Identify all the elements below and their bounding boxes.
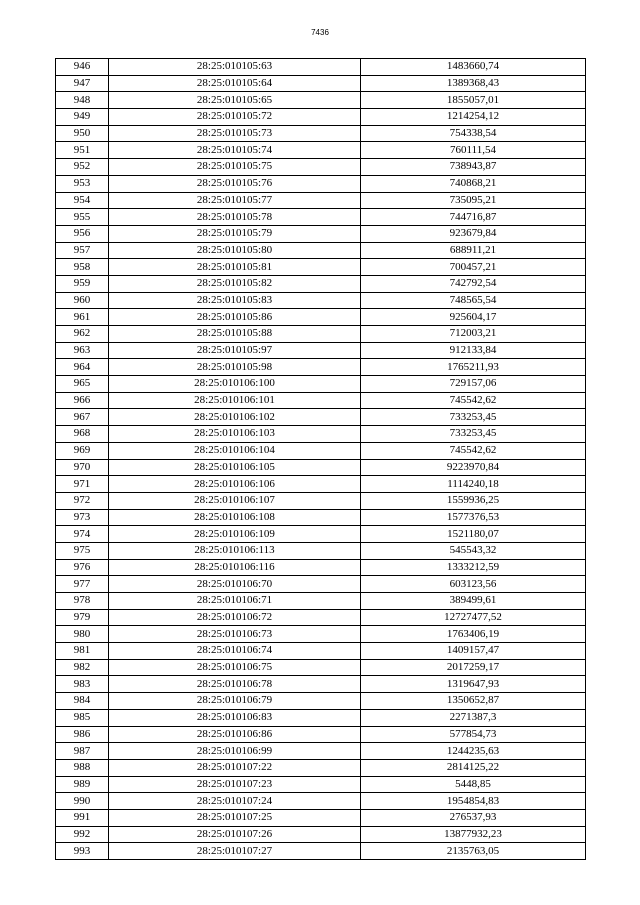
- cadastral-value-cell: 1114240,18: [361, 476, 586, 493]
- table-body: [56, 59, 586, 860]
- table-row: [56, 292, 586, 309]
- cadastral-value-cell: 1483660,74: [361, 59, 586, 76]
- cadastral-number-cell: 28:25:010106:109: [109, 526, 361, 543]
- table-row: [56, 259, 586, 276]
- row-number-cell: 987: [56, 743, 109, 760]
- cadastral-value-cell: 1244235,63: [361, 743, 586, 760]
- cadastral-number-cell: 28:25:010106:102: [109, 409, 361, 426]
- cadastral-number-cell: 28:25:010105:65: [109, 92, 361, 109]
- cadastral-value-cell: 740868,21: [361, 175, 586, 192]
- cadastral-number-cell: 28:25:010106:104: [109, 442, 361, 459]
- table-row: [56, 593, 586, 610]
- row-number-cell: 983: [56, 676, 109, 693]
- cadastral-number-cell: 28:25:010106:74: [109, 643, 361, 660]
- cadastral-number-cell: 28:25:010105:86: [109, 309, 361, 326]
- cadastral-value-cell: 1855057,01: [361, 92, 586, 109]
- row-number-cell: 954: [56, 192, 109, 209]
- cadastral-number-cell: 28:25:010105:73: [109, 125, 361, 142]
- cadastral-value-cell: 545543,32: [361, 542, 586, 559]
- table-row: [56, 242, 586, 259]
- table-row: [56, 175, 586, 192]
- cadastral-value-cell: 1333212,59: [361, 559, 586, 576]
- row-number-cell: 953: [56, 175, 109, 192]
- cadastral-number-cell: 28:25:010105:97: [109, 342, 361, 359]
- cadastral-value-cell: 13877932,23: [361, 826, 586, 843]
- cadastral-value-cell: 1350652,87: [361, 693, 586, 710]
- cadastral-value-cell: 2017259,17: [361, 659, 586, 676]
- table-row: [56, 626, 586, 643]
- table-row: [56, 609, 586, 626]
- cadastral-number-cell: 28:25:010105:81: [109, 259, 361, 276]
- table-row: [56, 376, 586, 393]
- cadastral-number-cell: 28:25:010107:25: [109, 809, 361, 826]
- cadastral-value-cell: 742792,54: [361, 275, 586, 292]
- cadastral-number-cell: 28:25:010106:108: [109, 509, 361, 526]
- cadastral-value-cell: 1765211,93: [361, 359, 586, 376]
- table-row: [56, 192, 586, 209]
- row-number-cell: 981: [56, 643, 109, 660]
- cadastral-value-cell: 738943,87: [361, 159, 586, 176]
- table-row: [56, 743, 586, 760]
- cadastral-value-cell: 735095,21: [361, 192, 586, 209]
- cadastral-number-cell: 28:25:010106:72: [109, 609, 361, 626]
- table-row: [56, 275, 586, 292]
- row-number-cell: 970: [56, 459, 109, 476]
- cadastral-number-cell: 28:25:010105:74: [109, 142, 361, 159]
- cadastral-number-cell: 28:25:010105:72: [109, 109, 361, 126]
- table-row: [56, 442, 586, 459]
- cadastral-value-cell: 2135763,05: [361, 843, 586, 860]
- row-number-cell: 950: [56, 125, 109, 142]
- cadastral-number-cell: 28:25:010105:76: [109, 175, 361, 192]
- cadastral-number-cell: 28:25:010105:82: [109, 275, 361, 292]
- cadastral-number-cell: 28:25:010106:100: [109, 376, 361, 393]
- row-number-cell: 960: [56, 292, 109, 309]
- cadastral-number-cell: 28:25:010106:101: [109, 392, 361, 409]
- table-row: [56, 843, 586, 860]
- table-row: [56, 709, 586, 726]
- table-row: [56, 776, 586, 793]
- row-number-cell: 989: [56, 776, 109, 793]
- table-row: [56, 359, 586, 376]
- cadastral-value-cell: 1577376,53: [361, 509, 586, 526]
- row-number-cell: 955: [56, 209, 109, 226]
- row-number-cell: 959: [56, 275, 109, 292]
- table-row: [56, 142, 586, 159]
- cadastral-number-cell: 28:25:010106:75: [109, 659, 361, 676]
- row-number-cell: 951: [56, 142, 109, 159]
- cadastral-value-cell: 748565,54: [361, 292, 586, 309]
- row-number-cell: 975: [56, 542, 109, 559]
- cadastral-value-cell: 760111,54: [361, 142, 586, 159]
- cadastral-number-cell: 28:25:010105:83: [109, 292, 361, 309]
- cadastral-number-cell: 28:25:010105:64: [109, 75, 361, 92]
- cadastral-value-cell: 733253,45: [361, 409, 586, 426]
- table-row: [56, 75, 586, 92]
- cadastral-value-cell: 712003,21: [361, 326, 586, 343]
- cadastral-value-cell: 1214254,12: [361, 109, 586, 126]
- cadastral-number-cell: 28:25:010106:113: [109, 542, 361, 559]
- row-number-cell: 963: [56, 342, 109, 359]
- cadastral-number-cell: 28:25:010106:70: [109, 576, 361, 593]
- table-row: [56, 59, 586, 76]
- cadastral-number-cell: 28:25:010105:88: [109, 326, 361, 343]
- cadastral-number-cell: 28:25:010105:77: [109, 192, 361, 209]
- cadastral-number-cell: 28:25:010107:22: [109, 759, 361, 776]
- table-row: [56, 826, 586, 843]
- cadastral-value-cell: 1763406,19: [361, 626, 586, 643]
- cadastral-number-cell: 28:25:010106:86: [109, 726, 361, 743]
- cadastral-number-cell: 28:25:010107:23: [109, 776, 361, 793]
- table-row: [56, 426, 586, 443]
- row-number-cell: 961: [56, 309, 109, 326]
- row-number-cell: 956: [56, 225, 109, 242]
- cadastral-value-cell: 2814125,22: [361, 759, 586, 776]
- table-row: [56, 125, 586, 142]
- cadastral-value-cell: 1319647,93: [361, 676, 586, 693]
- cadastral-number-cell: 28:25:010106:79: [109, 693, 361, 710]
- cadastral-number-cell: 28:25:010105:78: [109, 209, 361, 226]
- cadastral-number-cell: 28:25:010105:80: [109, 242, 361, 259]
- table-row: [56, 209, 586, 226]
- row-number-cell: 980: [56, 626, 109, 643]
- row-number-cell: 973: [56, 509, 109, 526]
- cadastral-value-cell: 1559936,25: [361, 492, 586, 509]
- cadastral-value-cell: 276537,93: [361, 809, 586, 826]
- cadastral-value-cell: 923679,84: [361, 225, 586, 242]
- table-row: [56, 392, 586, 409]
- cadastral-number-cell: 28:25:010106:83: [109, 709, 361, 726]
- cadastral-value-cell: 733253,45: [361, 426, 586, 443]
- row-number-cell: 974: [56, 526, 109, 543]
- row-number-cell: 992: [56, 826, 109, 843]
- cadastral-value-cell: 744716,87: [361, 209, 586, 226]
- cadastral-value-cell: 912133,84: [361, 342, 586, 359]
- cadastral-value-cell: 577854,73: [361, 726, 586, 743]
- table-row: [56, 476, 586, 493]
- cadastral-value-cell: 700457,21: [361, 259, 586, 276]
- table-row: [56, 559, 586, 576]
- row-number-cell: 946: [56, 59, 109, 76]
- cadastral-number-cell: 28:25:010106:78: [109, 676, 361, 693]
- cadastral-value-cell: 1521180,07: [361, 526, 586, 543]
- cadastral-value-cell: 745542,62: [361, 442, 586, 459]
- row-number-cell: 985: [56, 709, 109, 726]
- cadastral-number-cell: 28:25:010106:105: [109, 459, 361, 476]
- cadastral-number-cell: 28:25:010106:103: [109, 426, 361, 443]
- cadastral-value-cell: 12727477,52: [361, 609, 586, 626]
- cadastral-value-cell: 745542,62: [361, 392, 586, 409]
- cadastral-number-cell: 28:25:010106:116: [109, 559, 361, 576]
- row-number-cell: 964: [56, 359, 109, 376]
- table-row: [56, 459, 586, 476]
- cadastral-value-cell: 925604,17: [361, 309, 586, 326]
- table-row: [56, 809, 586, 826]
- row-number-cell: 984: [56, 693, 109, 710]
- cadastral-number-cell: 28:25:010105:98: [109, 359, 361, 376]
- cadastral-number-cell: 28:25:010106:71: [109, 593, 361, 610]
- row-number-cell: 948: [56, 92, 109, 109]
- table-row: [56, 492, 586, 509]
- cadastral-value-cell: 1954854,83: [361, 793, 586, 810]
- cadastral-value-cell: 2271387,3: [361, 709, 586, 726]
- table-row: [56, 309, 586, 326]
- row-number-cell: 978: [56, 593, 109, 610]
- row-number-cell: 966: [56, 392, 109, 409]
- row-number-cell: 990: [56, 793, 109, 810]
- page-number: 7436: [311, 28, 329, 37]
- table-row: [56, 793, 586, 810]
- table-row: [56, 659, 586, 676]
- table-row: [56, 542, 586, 559]
- cadastral-value-cell: 1409157,47: [361, 643, 586, 660]
- row-number-cell: 986: [56, 726, 109, 743]
- table-row: [56, 693, 586, 710]
- cadastral-value-cell: 9223970,84: [361, 459, 586, 476]
- row-number-cell: 969: [56, 442, 109, 459]
- row-number-cell: 949: [56, 109, 109, 126]
- row-number-cell: 988: [56, 759, 109, 776]
- cadastral-number-cell: 28:25:010106:99: [109, 743, 361, 760]
- cadastral-value-cell: 729157,06: [361, 376, 586, 393]
- cadastral-number-cell: 28:25:010105:63: [109, 59, 361, 76]
- table-row: [56, 676, 586, 693]
- cadastral-number-cell: 28:25:010106:73: [109, 626, 361, 643]
- cadastral-value-cell: 1389368,43: [361, 75, 586, 92]
- row-number-cell: 971: [56, 476, 109, 493]
- cadastral-value-cell: 688911,21: [361, 242, 586, 259]
- row-number-cell: 979: [56, 609, 109, 626]
- row-number-cell: 965: [56, 376, 109, 393]
- cadastral-number-cell: 28:25:010107:26: [109, 826, 361, 843]
- table-row: [56, 109, 586, 126]
- table-row: [56, 509, 586, 526]
- table-row: [56, 726, 586, 743]
- table-row: [56, 342, 586, 359]
- cadastral-number-cell: 28:25:010105:75: [109, 159, 361, 176]
- cadastral-value-cell: 5448,85: [361, 776, 586, 793]
- cadastral-number-cell: 28:25:010106:106: [109, 476, 361, 493]
- table-row: [56, 409, 586, 426]
- table-row: [56, 159, 586, 176]
- row-number-cell: 977: [56, 576, 109, 593]
- table-row: [56, 225, 586, 242]
- cadastral-value-cell: 389499,61: [361, 593, 586, 610]
- table-row: [56, 92, 586, 109]
- table-row: [56, 576, 586, 593]
- row-number-cell: 972: [56, 492, 109, 509]
- cadastral-number-cell: 28:25:010107:27: [109, 843, 361, 860]
- cadastral-value-cell: 603123,56: [361, 576, 586, 593]
- cadastral-value-cell: 754338,54: [361, 125, 586, 142]
- row-number-cell: 967: [56, 409, 109, 426]
- cadastral-number-cell: 28:25:010105:79: [109, 225, 361, 242]
- row-number-cell: 968: [56, 426, 109, 443]
- row-number-cell: 952: [56, 159, 109, 176]
- table-row: [56, 759, 586, 776]
- cadastral-number-cell: 28:25:010107:24: [109, 793, 361, 810]
- row-number-cell: 947: [56, 75, 109, 92]
- row-number-cell: 982: [56, 659, 109, 676]
- row-number-cell: 993: [56, 843, 109, 860]
- cadastral-value-table: [55, 58, 586, 860]
- row-number-cell: 976: [56, 559, 109, 576]
- row-number-cell: 962: [56, 326, 109, 343]
- table-row: [56, 643, 586, 660]
- table-row: [56, 526, 586, 543]
- row-number-cell: 957: [56, 242, 109, 259]
- cadastral-number-cell: 28:25:010106:107: [109, 492, 361, 509]
- table-row: [56, 326, 586, 343]
- row-number-cell: 958: [56, 259, 109, 276]
- row-number-cell: 991: [56, 809, 109, 826]
